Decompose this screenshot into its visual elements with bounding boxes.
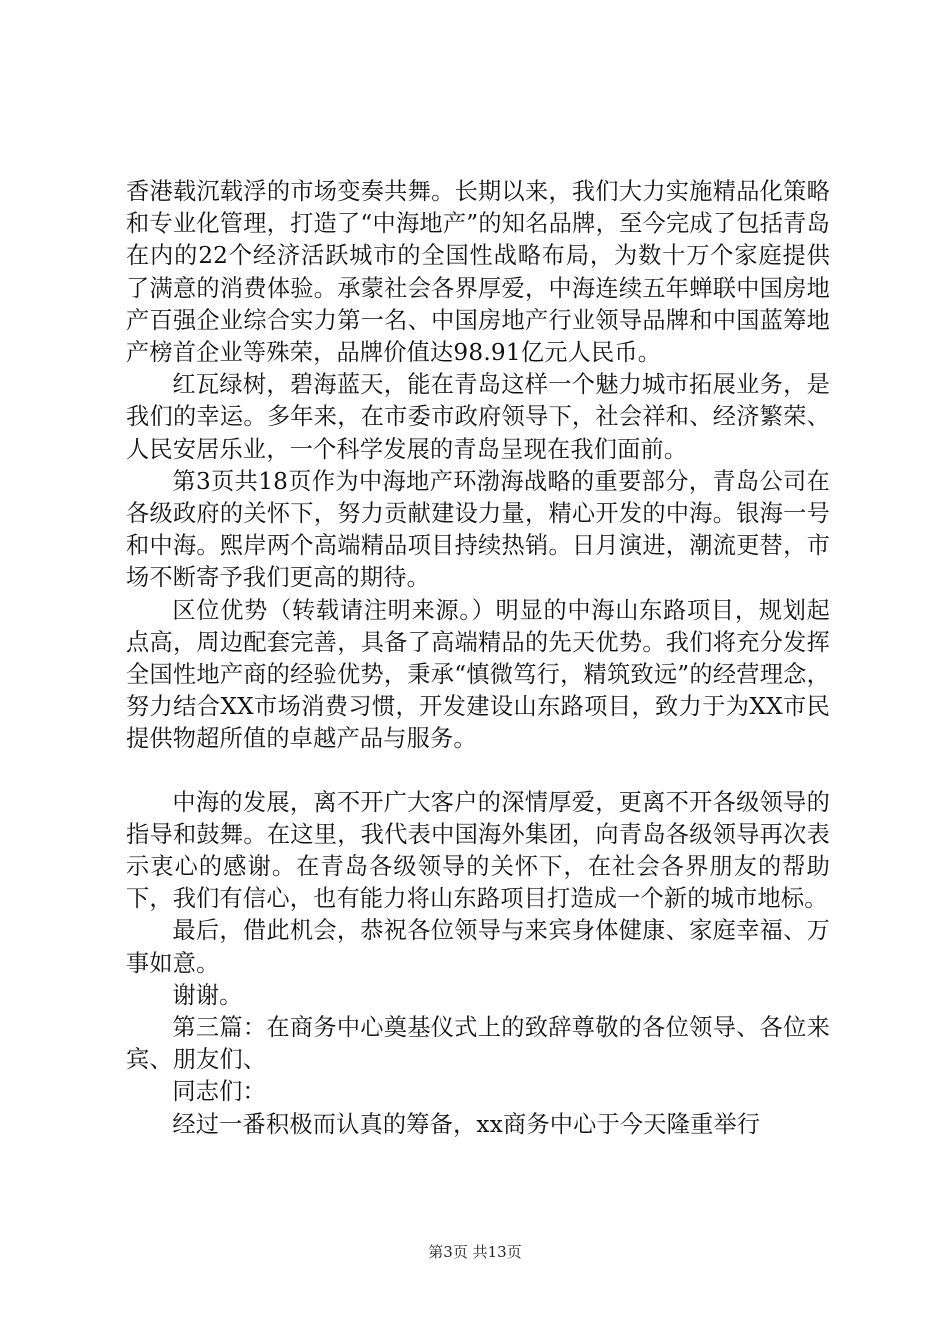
paragraph-bohai-strategy: 第3页共18页作为中海地产环渤海战略的重要部分，青岛公司在各级政府的关怀下，努力贡献建设力量，精心开发的中海。银海一号和中海。熙岸两个高端精品项目持续热销。日月演进，潮流更替，市场不断寄予我们更高的期待。	[126, 467, 830, 592]
paragraph-gap	[126, 756, 830, 787]
paragraph-opening: 经过一番积极而认真的筹备，xx商务中心于今天隆重举行	[172, 1110, 761, 1138]
document-body	[126, 176, 830, 1141]
paragraph-salutation: 同志们：	[172, 1078, 266, 1106]
paragraph-qingdao: 红瓦绿树，碧海蓝天，能在青岛这样一个魅力城市拓展业务，是我们的幸运。多年来，在市委市政府领导下，社会祥和、经济繁荣、人民安居乐业，一个科学发展的青岛呈现在我们面前。	[126, 371, 830, 463]
paragraph-closing-wishes: 最后，借此机会，恭祝各位领导与来宾身体健康、家庭幸福、万事如意。	[126, 917, 830, 977]
paragraph-thanks: 谢谢。	[172, 981, 243, 1009]
paragraph-continuation: 香港载沉载浮的市场变奏共舞。长期以来，我们大力实施精品化策略和专业化管理，打造了“中海地产”的知名品牌，至今完成了包括青岛在内的22个经济活跃城市的全国性战略布局，为数十万个家庭提供了满意的消费体验。承蒙社会各界厚爱，中海连续五年蝉联中国房地产百强企业综合实力第一名、中国房地产行业领导品牌和中国蓝筹地产榜首企业等殊荣，品牌价值达98.91亿元人民币。	[126, 178, 830, 367]
paragraph-gratitude: 中海的发展，离不开广大客户的深情厚爱，更离不开各级领导的指导和鼓舞。在这里，我代表中国海外集团，向青岛各级领导再次表示衷心的感谢。在青岛各级领导的关怀下，在社会各界朋友的帮助下，我们有信心，也有能力将山东路项目打造成一个新的城市地标。	[126, 788, 830, 913]
section-heading-part-three: 第三篇：在商务中心奠基仪式上的致辞尊敬的各位领导、各位来宾、朋友们、	[126, 1014, 830, 1074]
paragraph-location-advantage: 区位优势（转载请注明来源。）明显的中海山东路项目，规划起点高，周边配套完善，具备了高端精品的先天优势。我们将充分发挥全国性地产商的经验优势，秉承“慎微笃行，精筑致远”的经营理念，努力结合XX市场消费习惯，开发建设山东路项目，致力于为XX市民提供物超所值的卓越产品与服务。	[126, 596, 830, 753]
page-number-footer: 第3页 共13页	[428, 1243, 522, 1261]
